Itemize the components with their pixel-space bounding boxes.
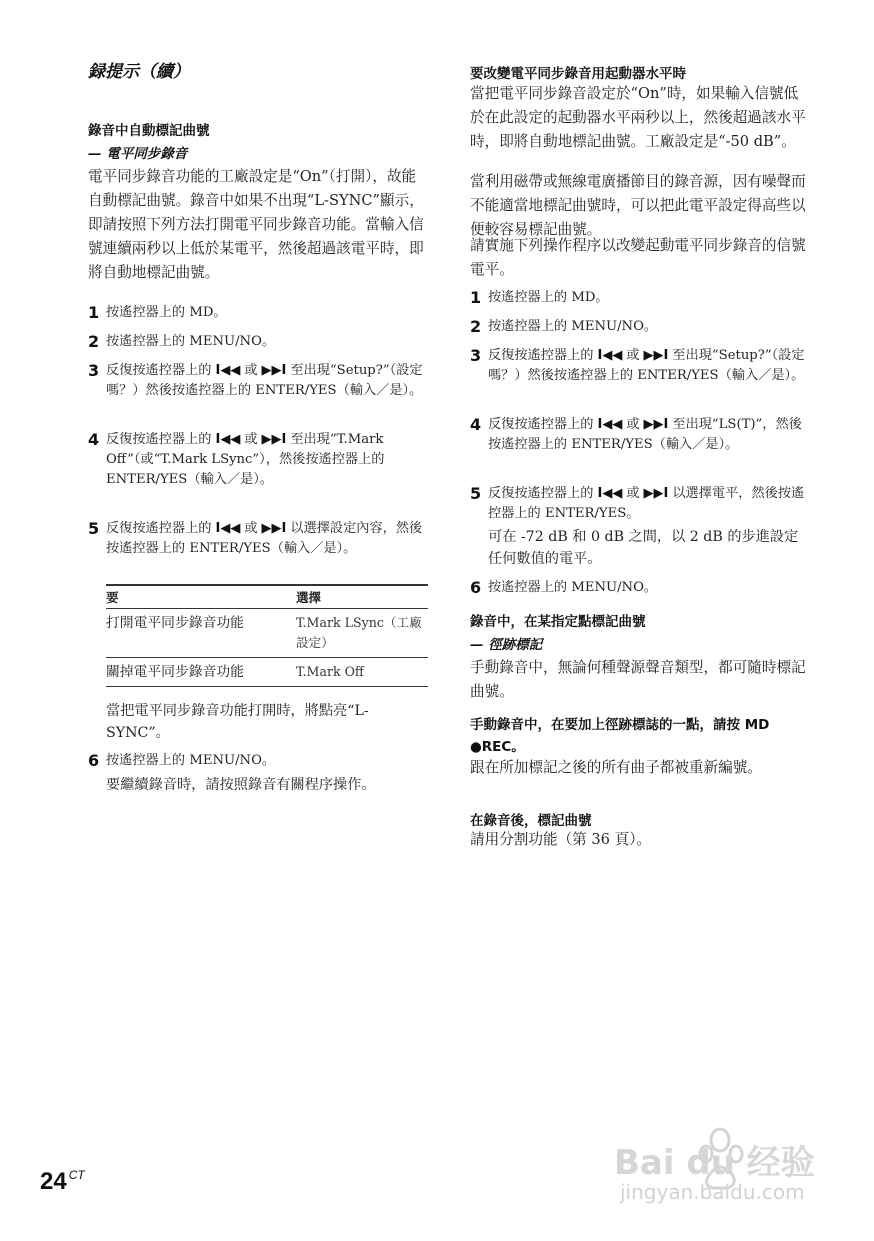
next-track-icon: ▶▶I [643,486,669,501]
level-sync-intro: 電平同步錄音功能的工廠設定是“On”（打開），故能自動標記曲號。錄音中如果不出現“L-SYNC”顯示，即請按照下列方法打開電平同步錄音功能。當輸入信號連續兩秒以上低於某電平，然後超過該電平時，即將自動地標記曲號。 [88,168,424,281]
table-header-row [106,585,428,609]
previous-track-icon: I◀◀ [215,432,241,447]
step-text: 按遙控器上的 MENU/NO。 [106,753,276,768]
step-text: 按遙控器上的 MENU/NO。 [488,580,658,595]
previous-track-icon: I◀◀ [597,486,623,501]
trigger-level-p2: 當利用磁帶或無線電廣播節目的錄音源，因有噪聲而不能適當地標記曲號時，可以把此電平設定得高些以便較容易標記曲號。 [470,173,806,238]
next-track-icon: ▶▶I [261,363,287,378]
auto-mark-heading: 錄音中自動標記曲號 [88,123,210,139]
options-table-wrap [106,584,428,687]
step-number: 1 [88,303,100,322]
step-number: 2 [88,332,100,351]
next-track-icon: ▶▶I [643,417,669,432]
step-number: 5 [88,519,100,538]
section-title: 録提示（續） [88,62,190,82]
table-header-want: 要 [106,585,296,609]
continue-recording-note: 要繼續錄音時，請按照錄音有關程序操作。 [106,777,376,793]
level-sync-subheading: — 電平同步錄音 [88,146,188,162]
step-or: 或 [626,486,640,501]
table-cell-choose: T.Mark LSync（工廠設定） [296,609,428,658]
step-text [488,484,806,524]
page-number-value: 24 [40,1168,67,1195]
manual-mark-instruction: 手動錄音中，在要加上徑跡標誌的一點，請按 MD ●REC。 [470,717,770,755]
step-number: 6 [88,751,100,770]
step-text [488,415,806,455]
trigger-level-p1: 當把電平同步錄音設定於“On”時，如果輸入信號低於在此設定的起動器水平兩秒以上，然後超過該水平時，即將自動地標記曲號。工廠設定是“-50 dB”。 [470,85,806,150]
step-text [106,519,428,559]
page-number [40,1168,85,1196]
step-pre: 反復按遙控器上的 [106,363,212,378]
renumber-note: 跟在所加標記之後的所有曲子都被重新編號。 [470,759,762,776]
after-recording-heading: 在錄音後，標記曲號 [470,813,592,829]
step-or: 或 [626,348,640,363]
level-range-note: 可在 -72 dB 和 0 dB 之間，以 2 dB 的步進設定任何數值的電平。 [488,529,799,567]
step-or: 或 [244,521,258,536]
previous-track-icon: I◀◀ [215,363,241,378]
step-or: 或 [244,363,258,378]
step-post: 以選擇設定內容，然後按遙控器上的 ENTER/YES（輸入／是）。 [106,521,423,556]
step-pre: 反復按遙控器上的 [106,432,212,447]
step-text: 按遙控器上的 MENU/NO。 [106,334,276,349]
page-suffix: CT [68,1168,85,1182]
step-number: 5 [470,484,482,503]
table-header-choose: 選擇 [296,585,428,609]
step-pre: 反復按遙控器上的 [488,348,594,363]
step-pre: 反復按遙控器上的 [488,486,594,501]
step-pre: 反復按遙控器上的 [488,417,594,432]
next-track-icon: ▶▶I [261,432,287,447]
table-cell-choose: T.Mark Off [296,658,428,687]
step-text [488,346,806,386]
trigger-level-heading: 要改變電平同步錄音用起動器水平時 [470,66,686,82]
track-mark-p: 手動錄音中，無論何種聲源聲音類型，都可隨時標記曲號。 [470,659,806,700]
step-pre: 反復按遙控器上的 [106,521,212,536]
table-cell-want: 打開電平同步錄音功能 [106,609,296,658]
watermark-brand-text: Bai du 经验 [614,1143,815,1183]
step-number: 4 [470,415,482,434]
step-text [106,430,428,490]
track-mark-subheading: — 徑跡標記 [470,637,543,653]
options-table [106,584,428,687]
trigger-level-p3: 請實施下列操作程序以改變起動電平同步錄音的信號電平。 [470,237,806,278]
step-text: 按遙控器上的 MD。 [106,305,227,320]
step-number: 2 [470,317,482,336]
step-or: 或 [244,432,258,447]
watermark-url: jingyan.baidu.com [620,1180,805,1204]
table-row [106,658,428,687]
step-post: 至出現“LS(T)”，然後按遙控器上的 ENTER/YES（輸入／是）。 [488,417,802,452]
step-post: 至出現“Setup?”（設定嗎？）然後按遙控器上的 ENTER/YES（輸入／是）。 [106,363,423,398]
previous-track-icon: I◀◀ [215,521,241,536]
step-number: 3 [88,361,100,380]
step-or: 或 [626,417,640,432]
step-number: 1 [470,288,482,307]
table-cell-want: 關掉電平同步錄音功能 [106,658,296,687]
step-post: 以選擇電平，然後按遙控器上的 ENTER/YES。 [488,486,805,521]
step-number: 6 [470,578,482,597]
previous-track-icon: I◀◀ [597,348,623,363]
step-text: 按遙控器上的 MENU/NO。 [488,319,658,334]
track-mark-heading: 錄音中，在某指定點標記曲號 [470,614,646,630]
step-number: 3 [470,346,482,365]
table-row [106,609,428,658]
next-track-icon: ▶▶I [643,348,669,363]
next-track-icon: ▶▶I [261,521,287,536]
lsync-note: 當把電平同步錄音功能打開時，將點亮“L-SYNC”。 [106,703,369,741]
step-post: 至出現“Setup?”（設定嗎？）然後按遙控器上的 ENTER/YES（輸入／是）。 [488,348,805,383]
step-post: 至出現“T.Mark Off”（或“T.Mark LSync”），然後按遙控器上的 ENTER/YES（輸入／是）。 [106,432,385,487]
step-text [106,361,428,401]
step-number: 4 [88,430,100,449]
after-recording-p: 請用分割功能（第 36 頁）。 [470,831,652,848]
previous-track-icon: I◀◀ [597,417,623,432]
step-text: 按遙控器上的 MD。 [488,290,609,305]
